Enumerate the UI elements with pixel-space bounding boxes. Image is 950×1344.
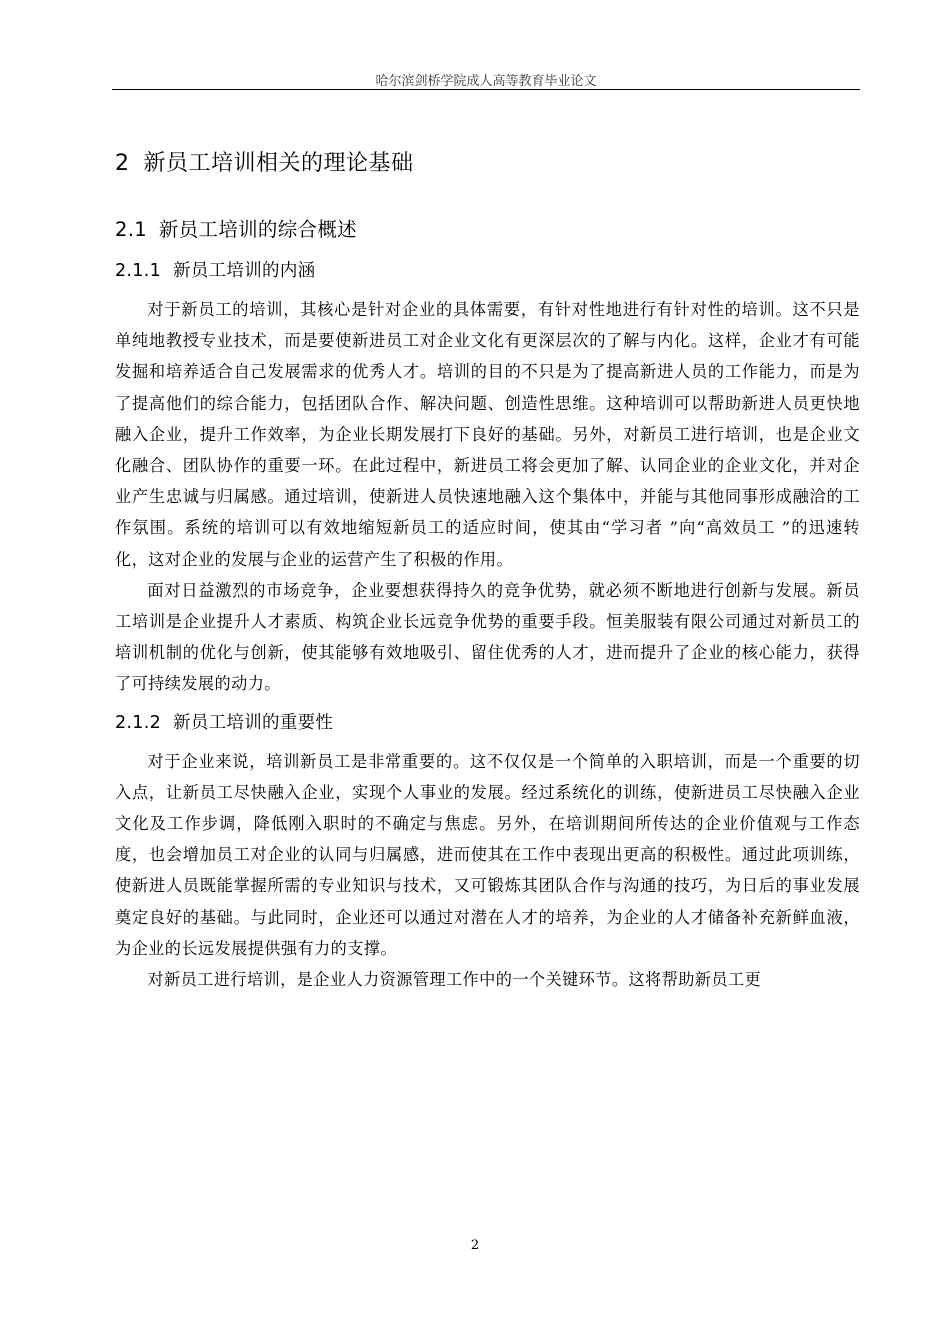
subsection-heading-2: [115, 706, 860, 740]
page-number: 2: [470, 1238, 480, 1253]
header-rule: [112, 89, 860, 90]
subsection-title-2: 新员工培训的重要性: [173, 712, 334, 733]
paragraph: 对于企业来说，培训新员工是非常重要的。这不仅仅是一个简单的入职培训，而是一个重要的切入点，让新员工尽快融入企业，实现个人事业的发展。经过系统化的训练，使新进员工尽快融入企业文化及工作步调，降低刚入职时的不确定与焦虑。另外，在培训期间所传达的企业价值观与工作态度，也会增加员工对企业的认同与归属感，进而使其在工作中表现出更高的积极性。通过此项训练，使新进人员既能掌握所需的专业知识与技术，又可锻炼其团队合作与沟通的技巧，为日后的事业发展奠定良好的基础。与此同时，企业还可以通过对潜在人才的培养，为企业的人才储备补充新鲜血液，为企业的长远发展提供强有力的支撑。: [115, 751, 860, 958]
chapter-number: 2: [115, 151, 130, 176]
section-heading: [115, 212, 860, 248]
subsection-title-1: 新员工培训的内涵: [173, 261, 316, 281]
paragraph: 对于新员工的培训，其核心是针对企业的具体需要，有针对性地进行有针对性的培训。这不只是单纯地教授专业技术，而是要使新进员工对企业文化有更深层次的了解与内化。这样，企业才有可能发掘和培养适合自己发展需求的优秀人才。培训的目的不只是为了提高新进人员的工作能力，而是为了提高他们的综合能力，包括团队合作、解决问题、创造性思维。这种培训可以帮助新进人员更快地融入企业，提升工作效率，为企业长期发展打下良好的基础。另外，对新员工进行培训，也是企业文化融合、团队协作的重要一环。在此过程中，新进员工将会更加了解、认同企业的企业文化，并对企业产生忠诚与归属感。通过培训，使新进人员快速地融入这个集体中，并能与其他同事形成融洽的工作氛围。系统的培训可以有效地缩短新员工的适应时间，使其由“学习者 ”向“高效员工 ”的迅速转 化，这对企业的发展与企业的运营产生了积极的作用。: [115, 300, 860, 569]
page-content: [115, 138, 860, 995]
section-title: 新员工培训的综合概述: [158, 218, 357, 241]
paragraph: 对新员工进行培训，是企业人力资源管理工作中的一个关键环节。这将帮助新员工更: [147, 970, 762, 990]
subsection-heading-1: [115, 254, 860, 288]
running-header: 哈尔滨剑桥学院成人高等教育毕业论文: [375, 74, 597, 89]
paragraph: 面对日益激烈的市场竞争，企业要想获得持久的竞争优势，就必须不断地进行创新与发展。新员工培训是企业提升人才素质、构筑企业长远竞争优势的重要手段。恒美服装有限公司通过对新员工的培训机制的优化与创新，使其能够有效地吸引、留住优秀的人才，进而提升了企业的核心能力，获得了可持续发展的动力。: [115, 580, 860, 694]
chapter-heading: [115, 138, 860, 190]
subsection-number-2: 2.1.2: [115, 712, 162, 733]
subsection-number-1: 2.1.1: [115, 261, 162, 281]
section-number: 2.1: [115, 218, 147, 241]
chapter-title: 新员工培训相关的理论基础: [143, 151, 414, 176]
